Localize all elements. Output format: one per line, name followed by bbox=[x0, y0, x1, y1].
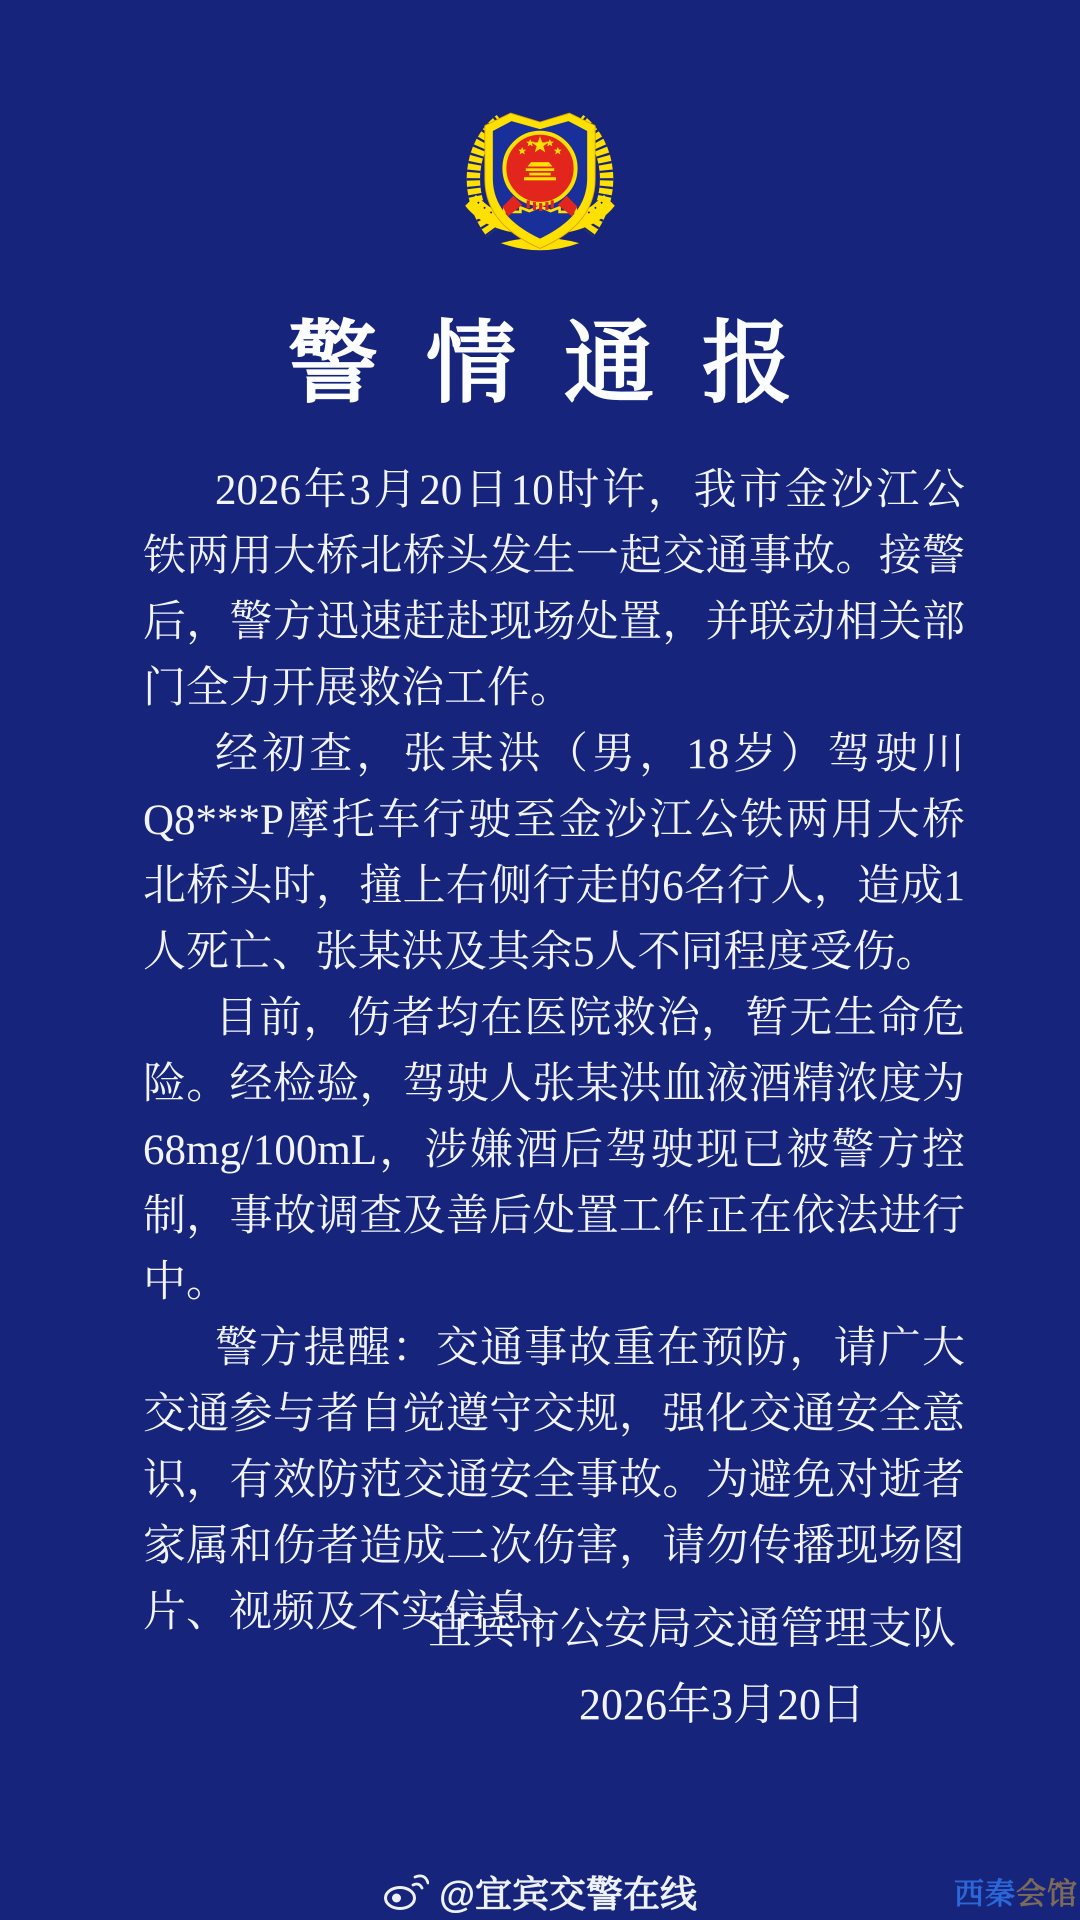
notice-title: 警情通报 bbox=[288, 315, 840, 414]
notice-paragraph: 经初查，张某洪（男，18岁）驾驶川Q8***P摩托车行驶至金沙江公铁两用大桥北桥头时，撞上右侧行走的6名行人，造成1人死亡、张某洪及其余5人不同程度受伤。 bbox=[143, 731, 965, 976]
notice-body bbox=[143, 458, 965, 1646]
china-police-badge-icon bbox=[451, 90, 629, 268]
notice-paragraph: 警方提醒：交通事故重在预防，请广大交通参与者自觉遵守交规，强化交通安全意识，有效防范交通安全事故。为避免对逝者家属和伤者造成二次伤害，请勿传播现场图片、视频及不实信息。 bbox=[143, 1325, 965, 1636]
watermark bbox=[954, 1880, 1078, 1910]
weibo-icon bbox=[383, 1871, 429, 1911]
footer bbox=[0, 1864, 1080, 1918]
issuing-agency: 宜宾市公安局交通管理支队 bbox=[428, 1604, 956, 1653]
weibo-handle: @宜宾交警在线 bbox=[438, 1874, 698, 1915]
notice-paragraph: 目前，伤者均在医院救治，暂无生命危险。经检验，驾驶人张某洪血液酒精浓度为68mg/100mL，涉嫌酒后驾驶现已被警方控制，事故调查及善后处置工作正在依法进行中。 bbox=[143, 995, 965, 1306]
notice-paragraph: 2026年3月20日10时许，我市金沙江公铁两用大桥北桥头发生一起交通事故。接警后，警方迅速赶赴现场处置，并联动相关部门全力开展救治工作。 bbox=[143, 467, 965, 712]
watermark-part2: 会馆 bbox=[1016, 1878, 1078, 1911]
issue-date: 2026年3月20日 bbox=[579, 1680, 865, 1729]
signature-block bbox=[428, 1596, 956, 1738]
watermark-part1: 西秦 bbox=[954, 1878, 1016, 1911]
